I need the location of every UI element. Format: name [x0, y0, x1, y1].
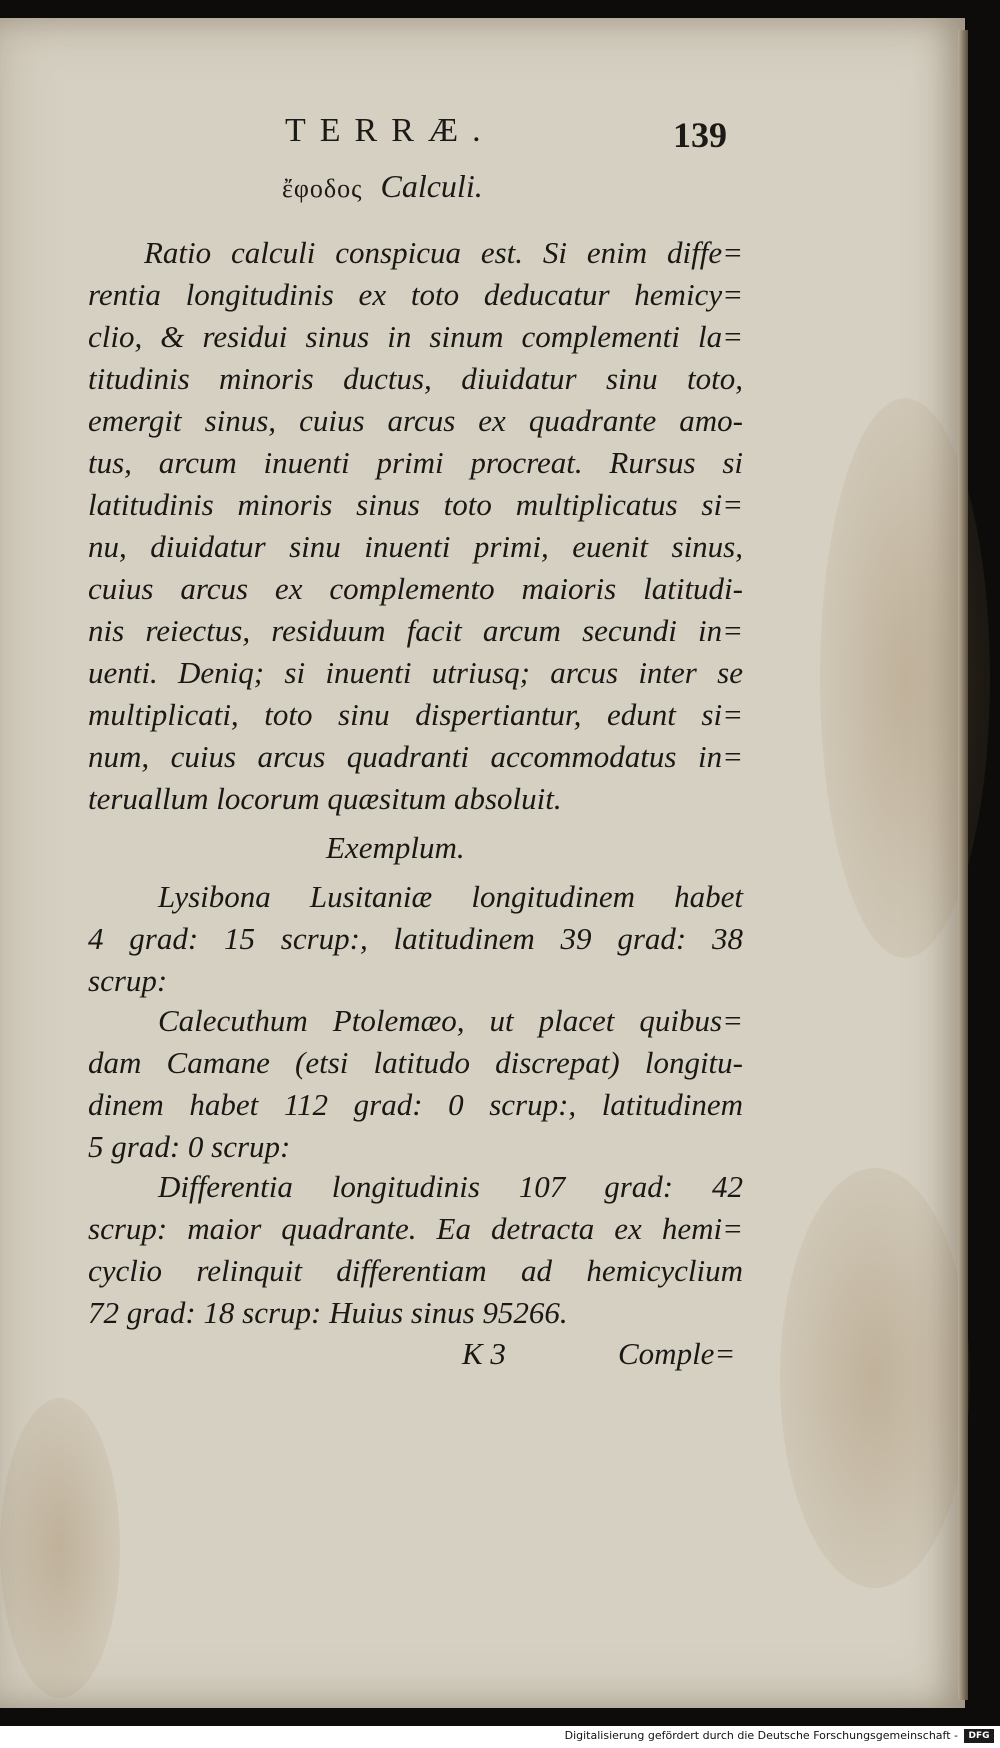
text-line: 4 grad: 15 scrup:, latitudinem 39 grad: 38: [88, 921, 743, 956]
catchword: Comple=: [618, 1336, 736, 1371]
text-line: 72 grad: 18 scrup: Huius sinus 95266.: [88, 1295, 568, 1330]
text-line: emergit sinus, cuius arcus ex quadrante amo-: [88, 403, 743, 438]
text-line: titudinis minoris ductus, diuidatur sinu toto,: [88, 361, 743, 396]
text-line: nis reiectus, residuum facit arcum secundi in=: [88, 613, 743, 648]
subtitle-greek: ἔφοδος: [282, 174, 363, 203]
text-line: num, cuius arcus quadranti accommodatus in=: [88, 739, 743, 774]
text-line: scrup:: [88, 963, 168, 998]
text-line: latitudinis minoris sinus toto multiplicatus si=: [88, 487, 743, 522]
paragraph-calicut: [88, 1000, 743, 1168]
text-line: Ratio calculi conspicua est. Si enim diffe=: [144, 235, 743, 270]
text-line: scrup: maior quadrante. Ea detracta ex hemi=: [88, 1211, 743, 1246]
text-line: dam Camane (etsi latitudo discrepat) longitu-: [88, 1045, 743, 1080]
signature-mark: K 3: [462, 1336, 506, 1371]
page-edge: [958, 30, 968, 1700]
text-line: clio, & residui sinus in sinum complementi la=: [88, 319, 743, 354]
text-line: cuius arcus ex complemento maioris latitudi-: [88, 571, 743, 606]
running-head: TERRÆ.: [285, 112, 495, 149]
dfg-logo-icon: DFG: [964, 1729, 994, 1743]
text-line: cyclio relinquit differentiam ad hemicyclium: [88, 1253, 743, 1288]
text-line: teruallum locorum quæsitum absoluit.: [88, 781, 562, 816]
text-line: tus, arcum inuenti primi procreat. Rursus si: [88, 445, 743, 480]
section-subtitle: [282, 168, 483, 205]
text-line: Calecuthum Ptolemæo, ut placet quibus=: [158, 1003, 743, 1038]
paragraph-lisbon: [88, 876, 743, 1002]
text-line: rentia longitudinis ex toto deducatur hemicy=: [88, 277, 743, 312]
text-line: Differentia longitudinis 107 grad: 42: [158, 1169, 743, 1204]
funding-credit: Digitalisierung gefördert durch die Deutsche Forschungsgemeinschaft -: [564, 1729, 958, 1742]
paragraph-method: [88, 232, 743, 820]
text-line: uenti. Deniq; si inuenti utriusq; arcus inter se: [88, 655, 743, 690]
paper-stain: [780, 1168, 970, 1588]
subtitle-latin: Calculi.: [380, 168, 483, 204]
paper-stain: [0, 1398, 120, 1698]
text-line: Lysibona Lusitaniæ longitudinem habet: [158, 879, 743, 914]
page-number: 139: [673, 115, 727, 155]
example-heading: Exemplum.: [326, 830, 465, 865]
text-line: 5 grad: 0 scrup:: [88, 1129, 291, 1164]
text-line: multiplicati, toto sinu dispertiantur, edunt si=: [88, 697, 743, 732]
paragraph-difference: [88, 1166, 743, 1334]
text-line: dinem habet 112 grad: 0 scrup:, latitudinem: [88, 1087, 743, 1122]
text-line: nu, diuidatur sinu inuenti primi, euenit sinus,: [88, 529, 743, 564]
